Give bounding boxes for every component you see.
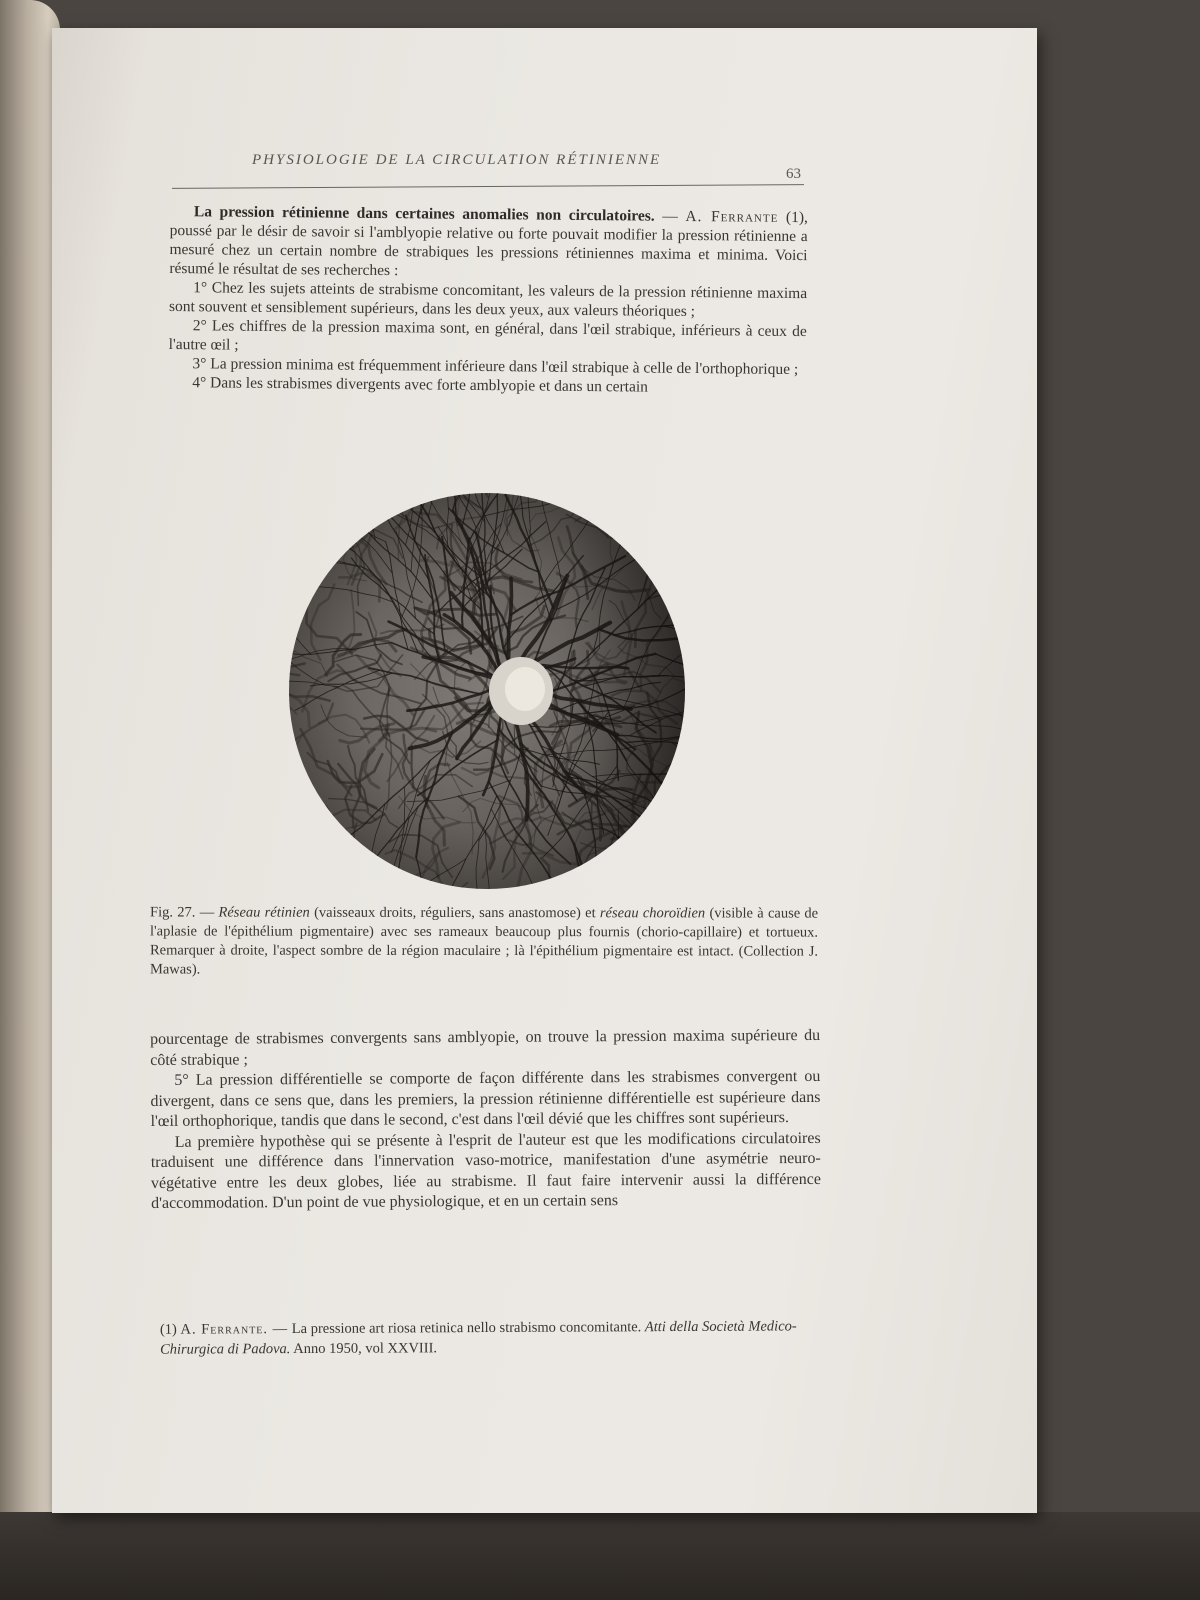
caption-text-2: (visible à cause de l'aplasie de l'épithélium pigmentaire) avec ses rameaux beaucoup plus fournis (chorio-capillaire) et tortueux. Remarquer à droite, l'aspect sombre de la région maculaire ; là l'épithélium pigmentaire est intact. (Collection J. Mawas).	[149, 905, 819, 978]
section-intro	[169, 202, 808, 284]
continuation-text	[150, 1026, 821, 1215]
caption-term-choroidal: réseau choroïdien	[599, 905, 706, 922]
paragraph-1: pourcentage de strabismes convergents sans amblyopie, on trouve la pression maxima supérieure du côté strabique ;	[150, 1026, 821, 1069]
caption-text-1: (vaisseaux droits, réguliers, sans anastomose) et	[314, 904, 596, 922]
list-item-3: 3° La pression minima est fréquemment inférieure dans l'œil strabique à celle de l'orthophorique ;	[192, 355, 799, 379]
caption-term-retinal: Réseau rétinien	[218, 904, 310, 921]
footnote-marker: (1)	[159, 1321, 177, 1338]
footnote-details: Anno 1950, vol XXVIII.	[293, 1340, 438, 1358]
figure-caption	[150, 903, 818, 980]
paragraph-2: 5° La pression différentielle se comporte de façon différente dans les strabismes convergent ou divergent, dans ce sens que, dans les premiers, la pression rétinienne différentielle est supérieure dans l'œil orthophorique, tandis que dans le second, c'est dans l'œil dévié que les chiffres sont supérieurs.	[150, 1067, 821, 1130]
footnote	[160, 1316, 820, 1359]
section-text	[168, 202, 808, 398]
paragraph-3: La première hypothèse qui se présente à l'esprit de l'auteur est que les modifications circulatoires traduisent une différence dans l'innervation vaso-motrice, manifestation d'une asymétrie neuro-végétative entre les deux globes, liée au strabisme. Il faut faire intervenir aussi la différence d'accommodation. D'un point de vue physiologique, et en un certain sens	[150, 1129, 821, 1212]
facing-page-edge	[0, 0, 60, 1600]
list-item-2: 2° Les chiffres de la pression maxima sont, en général, dans l'œil strabique, inférieurs à ceux de l'autre œil ;	[168, 317, 807, 354]
table-surface	[0, 1512, 1200, 1600]
footnote-author: A. Ferrante. —	[180, 1321, 289, 1338]
footnote-journal: Atti della Società Medico-Chirurgica di Padova.	[160, 1318, 797, 1358]
page-number: 63	[786, 166, 801, 182]
running-head: PHYSIOLOGIE DE LA CIRCULATION RÉTINIENNE	[252, 152, 662, 168]
fundus-figure	[289, 493, 685, 889]
list-item-1: 1° Chez les sujets atteints de strabisme concomitant, les valeurs de la pression rétinienne maxima sont souvent et sensiblement supérieurs, dans les deux yeux, aux valeurs théoriques ;	[168, 279, 808, 321]
section-heading: La pression rétinienne dans certaines anomalies non circulatoires.	[193, 203, 655, 225]
list-item-4: 4° Dans les strabismes divergents avec forte amblyopie et dans un certain	[192, 374, 649, 396]
fundus-photo-image	[289, 493, 685, 889]
intro-text: (1), poussé par le désir de savoir si l'amblyopie relative ou forte pouvait modifier la pression rétinienne a mesuré chez un certain nombre de strabiques les pressions rétiniennes maxima et minima. Voici résumé le résultat de ses recherches :	[169, 208, 808, 280]
caption-label: Fig. 27. —	[150, 904, 215, 921]
intro-author: A. Ferrante	[685, 207, 779, 226]
footnote-title: La pressione art riosa retinica nello strabismo concomitante.	[291, 1319, 642, 1338]
intro-dash: —	[662, 207, 678, 225]
